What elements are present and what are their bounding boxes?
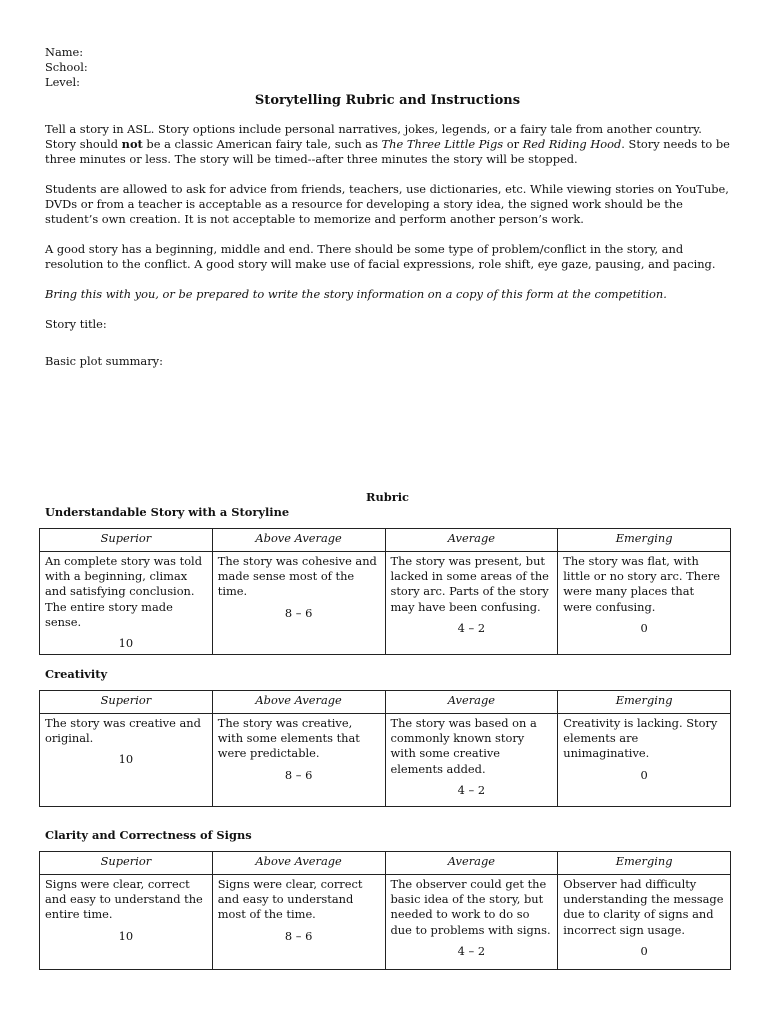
intro-paragraph-3: A good story has a beginning, middle and end. There should be some type of problem/conflict in the story, and resolution to the conflict. A good story will make use of facial expressions, role shift, eye gaze, pausing, and pacing. — [45, 241, 716, 272]
rubric-cell: The observer could get the basic idea of the story, but needed to work to do so due to problems with signs. 4 – 2 — [385, 875, 558, 970]
plot-summary-label: Basic plot summary: — [45, 353, 163, 368]
level-label: Level: — [45, 75, 80, 90]
page-title: Storytelling Rubric and Instructions — [254, 92, 521, 108]
section-title-creativity: Creativity — [45, 667, 108, 681]
rubric-cell: Signs were clear, correct and easy to understand most of the time. 8 – 6 — [212, 875, 385, 970]
story-title-label: Story title: — [45, 316, 107, 331]
score: 4 – 2 — [457, 943, 486, 958]
rubric-cell: The story was based on a commonly known story with some creative elements added. 4 – 2 — [385, 714, 558, 807]
score: 8 – 6 — [284, 605, 313, 620]
level-header: Average — [385, 529, 558, 552]
rubric-cell: The story was present, but lacked in some areas of the story arc. Parts of the story may have been confusing. 4 – 2 — [385, 552, 558, 655]
section-title-clarity: Clarity and Correctness of Signs — [45, 828, 252, 842]
level-header: Emerging — [558, 529, 731, 552]
score: 10 — [118, 928, 134, 943]
rubric-cell: The story was cohesive and made sense most of the time. 8 – 6 — [212, 552, 385, 655]
rubric-cell: An complete story was told with a beginning, climax and satisfying conclusion. The entire story made sense. 10 — [40, 552, 213, 655]
level-header: Above Average — [212, 852, 385, 875]
score: 0 — [640, 943, 648, 958]
rubric-table-storyline — [39, 528, 731, 655]
score: 0 — [640, 620, 648, 635]
score: 8 – 6 — [284, 767, 313, 782]
rubric-cell: The story was creative, with some elements that were predictable. 8 – 6 — [212, 714, 385, 807]
rubric-table-creativity — [39, 690, 731, 807]
score: 10 — [118, 752, 134, 767]
name-label: Name: — [45, 45, 84, 59]
rubric-cell: Signs were clear, correct and easy to understand the entire time. 10 — [40, 875, 213, 970]
level-header: Superior — [40, 691, 213, 714]
section-title-storyline: Understandable Story with a Storyline — [45, 505, 290, 519]
level-header: Above Average — [212, 529, 385, 552]
school-label: School: — [45, 60, 88, 75]
rubric-table-clarity — [39, 851, 731, 970]
score: 0 — [640, 767, 648, 782]
document-page — [45, 45, 730, 958]
level-header: Emerging — [558, 691, 731, 714]
rubric-cell: Observer had difficulty understanding the message due to clarity of signs and incorrect sign usage. 0 — [558, 875, 731, 970]
intro-paragraph-2: Students are allowed to ask for advice from friends, teachers, use dictionaries, etc. While viewing stories on YouTube, DVDs or from a teacher is acceptable as a resource for developing a story idea, the signed work should be the student’s own creation. It is not acceptable to memorize and perform another person’s work. — [45, 181, 729, 227]
rubric-cell: Creativity is lacking. Story elements are unimaginative. 0 — [558, 714, 731, 807]
score: 4 – 2 — [457, 620, 486, 635]
level-header: Superior — [40, 852, 213, 875]
rubric-cell: The story was flat, with little or no story arc. There were many places that were confusing. 0 — [558, 552, 731, 655]
level-header: Emerging — [558, 852, 731, 875]
rubric-heading: Rubric — [366, 490, 409, 504]
score: 4 – 2 — [457, 782, 486, 797]
level-header: Average — [385, 852, 558, 875]
level-header: Above Average — [212, 691, 385, 714]
level-header: Superior — [40, 529, 213, 552]
level-header: Average — [385, 691, 558, 714]
score: 10 — [118, 636, 134, 651]
rubric-cell: The story was creative and original. 10 — [40, 714, 213, 807]
intro-paragraph-1: Tell a story in ASL. Story options include personal narratives, jokes, legends, or a fairy tale from another country. Story should not be a classic American fairy tale, such as The Three Little Pigs or Red Riding Hood. Story needs to be three minutes or less. The story will be timed--after three minutes the story will be stopped. — [45, 121, 730, 167]
instruction-note: Bring this with you, or be prepared to write the story information on a copy of this form at the competition. — [45, 286, 667, 301]
score: 8 – 6 — [284, 928, 313, 943]
